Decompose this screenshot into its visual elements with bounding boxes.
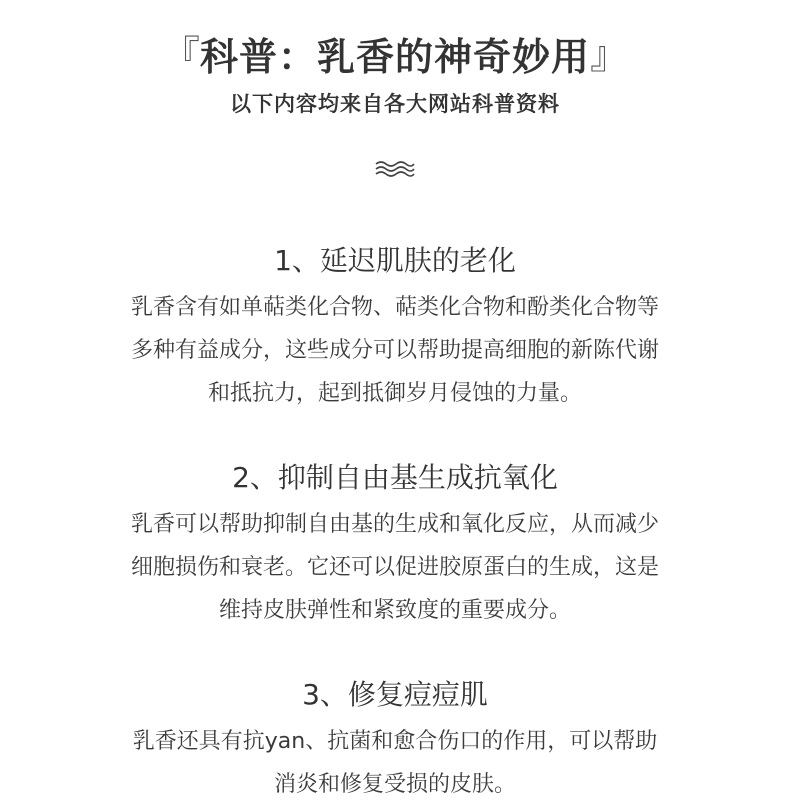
- section-body: [85, 286, 705, 415]
- section-body: [85, 503, 705, 632]
- title-bracket-open: 『: [161, 33, 200, 77]
- wave-icon: [375, 160, 415, 178]
- section-antioxidant: [0, 457, 790, 632]
- body-line: 乳香可以帮助抑制自由基的生成和氧化反应，从而减少: [130, 512, 659, 537]
- page-title: [0, 24, 790, 81]
- section-body: [85, 720, 705, 806]
- body-line: 消炎和修复受损的皮肤。: [273, 772, 516, 797]
- body-line: 多种有益成分，这些成分可以帮助提高细胞的新陈代谢: [130, 338, 659, 363]
- body-line: 和抵抗力，起到抵御岁月侵蚀的力量。: [207, 381, 582, 406]
- section-skin-aging: [0, 240, 790, 415]
- title-text: 科普：乳香的神奇妙用: [199, 35, 590, 79]
- section-acne-repair: [0, 674, 790, 806]
- section-heading: 2、抑制自由基生成抗氧化: [232, 461, 558, 494]
- section-heading: 1、延迟肌肤的老化: [274, 244, 516, 277]
- page-subtitle: 以下内容均来自各大网站科普资料: [230, 92, 560, 116]
- body-line: 乳香还具有抗yan、抗菌和愈合伤口的作用，可以帮助: [132, 729, 658, 754]
- body-line: 乳香含有如单萜类化合物、萜类化合物和酚类化合物等: [130, 295, 659, 320]
- body-line: 维持皮肤弹性和紧致度的重要成分。: [218, 598, 571, 623]
- body-line: 细胞损伤和衰老。它还可以促进胶原蛋白的生成，这是: [130, 555, 659, 580]
- section-heading: 3、修复痘痘肌: [302, 678, 488, 711]
- title-bracket-close: 』: [590, 33, 629, 77]
